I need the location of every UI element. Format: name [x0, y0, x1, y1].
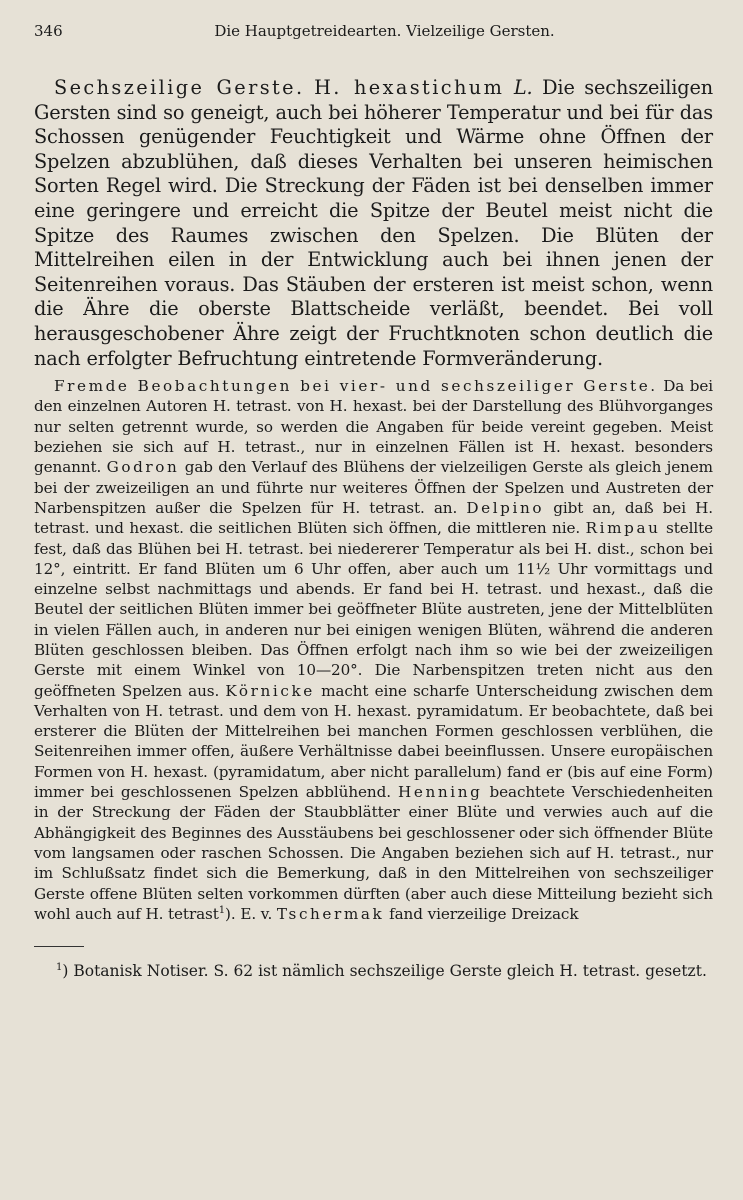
author-rimpau: Rimpau [585, 519, 661, 538]
footnote-text: ) Botanisk Notiser. S. 62 ist nämlich sechszeilige Gerste gleich H. tetrast. gesetzt. [62, 962, 707, 981]
author-godron: Godron [106, 458, 180, 477]
small-sentence-4: stellte fest, daß das Blühen bei H. tetrast. bei niedererer Temperatur als bei H. dist., schon bei 12°, eintritt. Er fand Blüten um 6 Uhr offen, aber auch um 11½ Uhr vormittags und einzelne selbst nachmittags und abends. Er fand bei H. tetrast. und hexast., daß die Beutel der seitlichen Blüten immer bei geöffneter Blüte austreten, jene der Mittelblüten in vielen Fällen auch, in anderen nur bei einigen wenigen Blüten, während die anderen Blüten geschlossen bleiben. Das Öffnen erfolgt nach ihm so wie bei der zweizeiligen Gerste mit einem Winkel von 10—20°. Die Narbenspitzen treten nicht aus den geöffneten Spelzen aus. [34, 519, 714, 700]
small-sentence-6: beachtete Verschiedenheiten in der Streckung der Fäden der Staubblätter einer Blüte und verwies auch auf die Abhängigkeit des Beginnes des Ausstäubens bei geschlossener oder sich öffnender Blüte vom langsamen oder raschen Schossen. Die Angaben beziehen sich auf H. tetrast., nur im Schlußsatz findet sich die Bemerkung, daß in den Mittelreihen von sechszeiliger Gerste offene Blüten selten vorkommen dürften (aber auch diese Mitteilung bezieht sich wohl auch auf H. tetrast [34, 783, 713, 923]
small-sentence-1: Da bei den einzelnen Autoren H. tetrast. von H. hexast. bei der Darstellung des Blühvorganges nur selten getrennt wurde, so werden die Angaben für beide vereint gegeben. Meist beziehen sie sich auf H. tetrast., nur in einzelnen Fällen ist H. hexast. besonders genannt. [34, 377, 714, 477]
author-tschermak: Tschermak [276, 904, 385, 923]
author-tschermak-prefix: E. v. [240, 904, 273, 923]
footnote [34, 961, 713, 982]
small-sentence-8: fand vierzeilige Dreizack [389, 904, 579, 923]
page-header [34, 22, 713, 46]
small-sentence-3: gibt an, daß bei H. tetrast. und hexast. die seitlichen Blüten sich öffnen, die mittleren nie. [34, 498, 713, 538]
small-sentence-2: gab den Verlauf des Blühens der vielzeiligen Gerste als gleich jenem bei der zweizeiligen an und führte nur weiteres Öffnen der Spelzen und Austreten der Narbenspitzen außer die Spelzen für H. tetrast. an. [34, 458, 713, 517]
main-paragraph [34, 76, 713, 371]
section-title-species: H. hexastichum [314, 76, 505, 99]
section-title-author: L. [513, 76, 533, 99]
author-delpino: Delpino [466, 498, 545, 517]
small-paragraph [34, 376, 713, 924]
running-title: Die Hauptgetreidearten. Vielzeilige Gersten. [214, 22, 555, 40]
small-sentence-5: macht eine scharfe Unterscheidung zwischen dem Verhalten von H. tetrast. und dem von H. hexast. pyramidatum. Er beobachtete, daß bei ersterer die Blüten der Mittelreihen bei manchen Formen geschlossen verblühen, die Seitenreihen immer offen, äußere Verhältnisse dabei beeinflussen. Unsere europäischen Formen von H. hexast. (pyramidatum, aber nicht parallelum) fand er (bis auf eine Form) immer bei geschlossenen Spelzen abblühend. [34, 681, 714, 802]
section-title-spaced: Sechszeilige Gerste. [54, 76, 305, 99]
footnote-reference[interactable]: 1 [218, 904, 226, 916]
page-number: 346 [34, 22, 63, 40]
author-koernicke: Körnicke [225, 681, 315, 700]
footnote-marker: 1 [56, 961, 63, 973]
small-sentence-7: ). [225, 904, 236, 923]
footnote-divider [34, 946, 84, 947]
author-henning: Henning [398, 783, 483, 802]
small-heading: Fremde Beobachtungen bei vier- und sechszeiliger Gerste. [54, 377, 658, 396]
section-paragraph: Die sechszeiligen Gersten sind so geneigt, auch bei höherer Temperatur und bei für das Schossen genügender Feuchtigkeit und Wärme ohne Öffnen der Spelzen abzublühen, daß dieses Verhalten bei unseren heimischen Sorten Regel wird. Die Streckung der Fäden ist bei denselben immer eine geringere und erreicht die Spitze der Beutel meist nicht die Spitze des Raumes zwischen den Spelzen. Die Blüten der Mittelreihen eilen in der Entwicklung auch bei ihnen jenen der Seitenreihen voraus. Das Stäuben der ersteren ist meist schon, wenn die Ähre die oberste Blattscheide verläßt, beendet. Bei voll herausgeschobener Ähre zeigt der Fruchtknoten schon deutlich die nach erfolgter Befruchtung eintretende Formveränderung. [34, 76, 713, 370]
